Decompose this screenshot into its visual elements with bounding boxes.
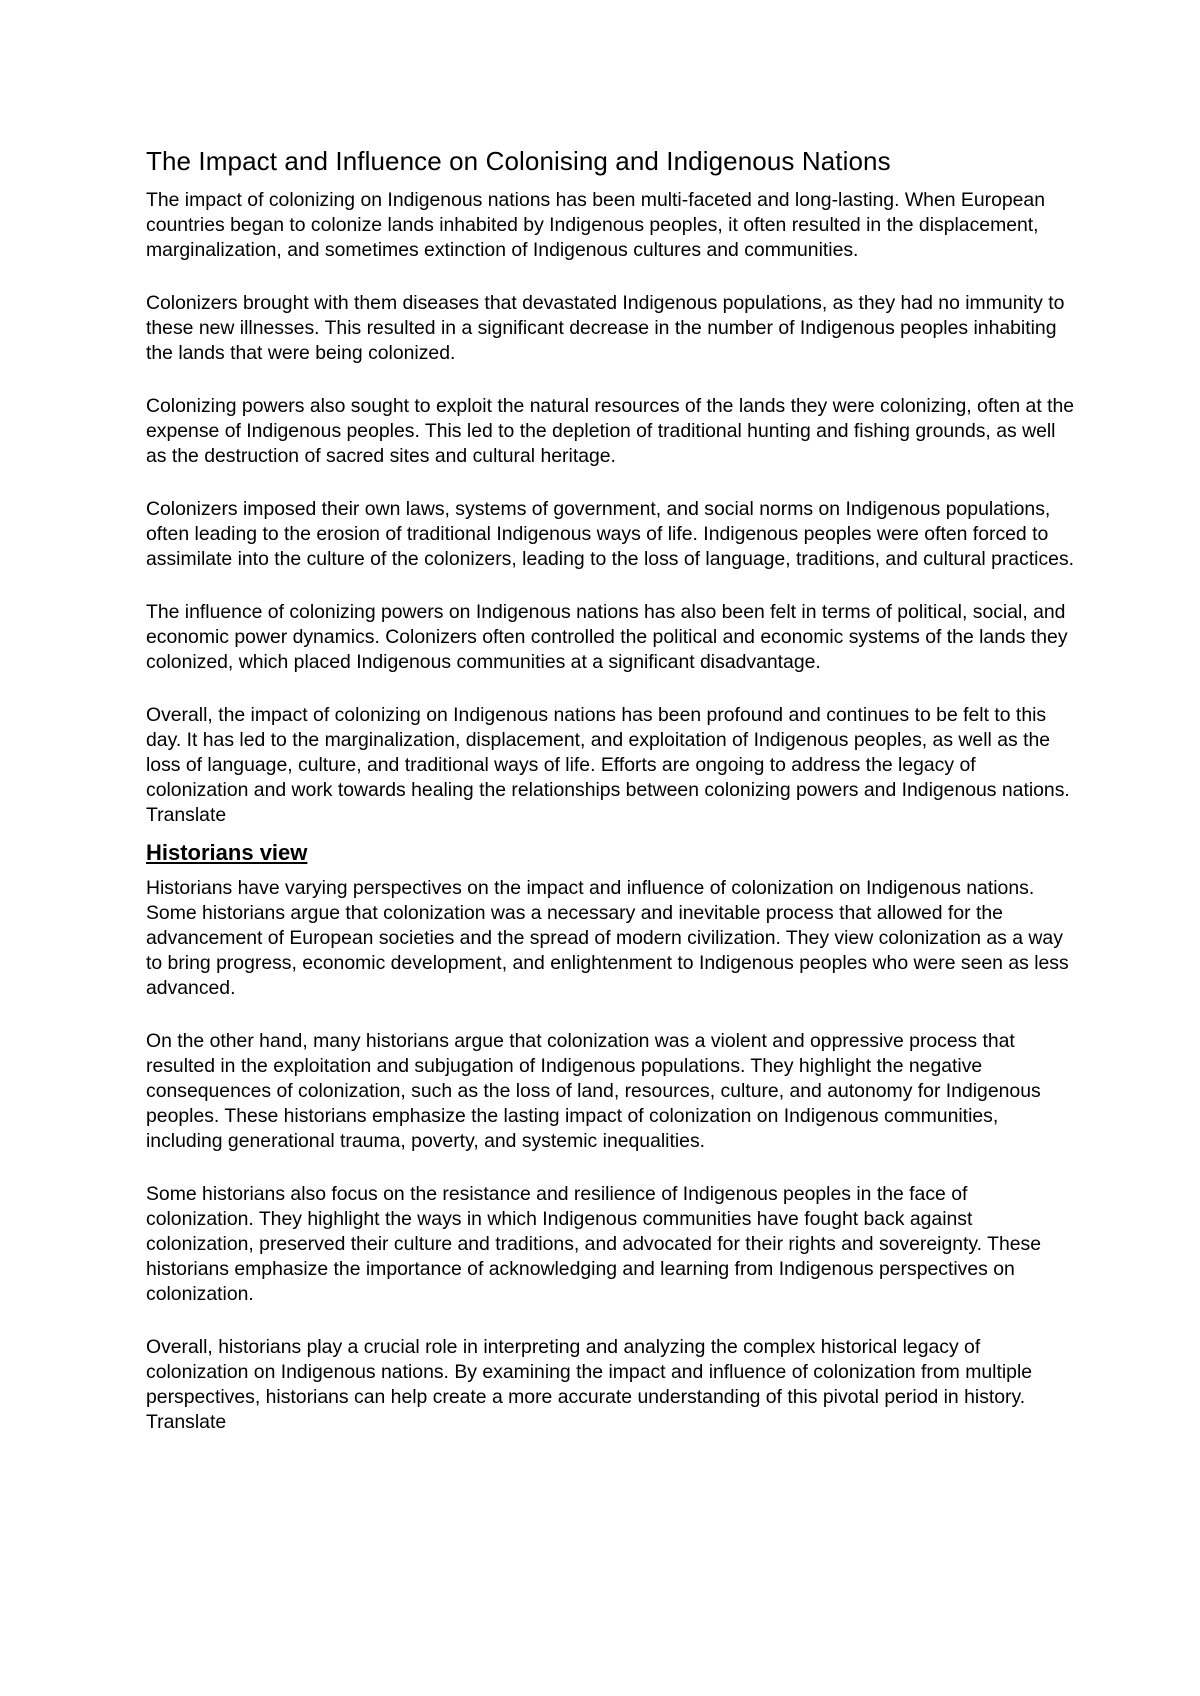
- document-page: [146, 144, 1076, 1445]
- intro-paragraph-3: Colonizing powers also sought to exploit the natural resources of the lands they were colonizing, often at the expense of Indigenous peoples. This led to the depletion of traditional hunting and fishing grounds, as well as the destruction of sacred sites and cultural heritage.: [146, 395, 1075, 467]
- historians-paragraph-1: Historians have varying perspectives on the impact and influence of colonization on Indigenous nations. Some historians argue that colonization was a necessary and inevitable process that allowed for the advancement of European societies and the spread of modern civilization. They view colonization as a way to bring progress, economic development, and enlightenment to Indigenous peoples who were seen as less advanced.: [146, 877, 1069, 999]
- section-heading-historians-view: Historians view: [146, 840, 308, 865]
- translate-link[interactable]: Translate: [146, 1411, 227, 1433]
- historians-paragraph-2: On the other hand, many historians argue that colonization was a violent and oppressive process that resulted in the exploitation and subjugation of Indigenous populations. They highlight the negative consequences of colonization, such as the loss of land, resources, culture, and autonomy for Indigenous peoples. These historians emphasize the lasting impact of colonization on Indigenous communities, including generational trauma, poverty, and systemic inequalities.: [146, 1030, 1041, 1152]
- intro-paragraph-5: The influence of colonizing powers on Indigenous nations has also been felt in terms of political, social, and economic power dynamics. Colonizers often controlled the political and economic systems of the lands they colonized, which placed Indigenous communities at a significant disadvantage.: [146, 601, 1068, 673]
- translate-link[interactable]: Translate: [146, 804, 227, 826]
- historians-paragraph-4: Overall, historians play a crucial role in interpreting and analyzing the complex historical legacy of colonization on Indigenous nations. By examining the impact and influence of colonization from multiple perspectives, historians can help create a more accurate understanding of this pivotal period in history.: [146, 1336, 1033, 1408]
- historians-paragraph-3: Some historians also focus on the resistance and resilience of Indigenous peoples in the face of colonization. They highlight the ways in which Indigenous communities have fought back against colonization, preserved their culture and traditions, and advocated for their rights and sovereignty. These historians emphasize the importance of acknowledging and learning from Indigenous perspectives on colonization.: [146, 1183, 1041, 1305]
- intro-paragraph-2: Colonizers brought with them diseases that devastated Indigenous populations, as they had no immunity to these new illnesses. This resulted in a significant decrease in the number of Indigenous peoples inhabiting the lands that were being colonized.: [146, 292, 1065, 364]
- intro-paragraph-4: Colonizers imposed their own laws, systems of government, and social norms on Indigenous populations, often leading to the erosion of traditional Indigenous ways of life. Indigenous peoples were often forced to assimilate into the culture of the colonizers, leading to the loss of language, traditions, and cultural practices.: [146, 498, 1075, 570]
- intro-paragraph-1: The impact of colonizing on Indigenous nations has been multi-faceted and long-lasting. When European countries began to colonize lands inhabited by Indigenous peoples, it often resulted in the displacement, marginalization, and sometimes extinction of Indigenous cultures and communities.: [146, 189, 1046, 261]
- intro-paragraph-6: Overall, the impact of colonizing on Indigenous nations has been profound and continues to be felt to this day. It has led to the marginalization, displacement, and exploitation of Indigenous peoples, as well as the loss of language, culture, and traditional ways of life. Efforts are ongoing to address the legacy of colonization and work towards healing the relationships between colonizing powers and Indigenous nations.: [146, 704, 1070, 801]
- document-title: The Impact and Influence on Colonising and Indigenous Nations: [146, 146, 891, 176]
